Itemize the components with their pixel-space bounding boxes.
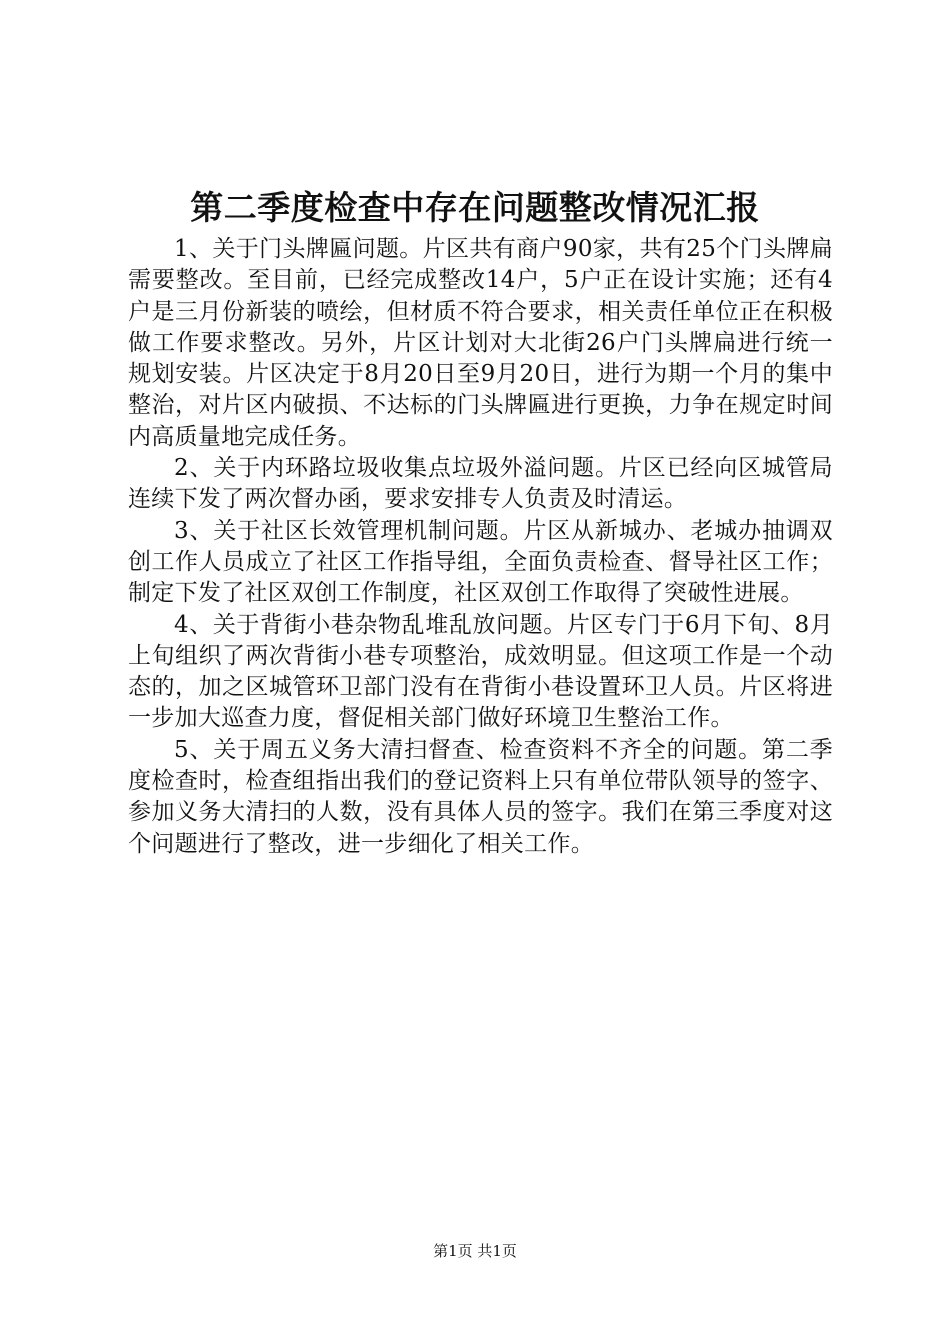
page-footer: 第1页 共1页 <box>433 1242 517 1260</box>
paragraph-1: 1、关于门头牌匾问题。片区共有商户90家，共有25个门头牌扁需要整改。至目前，已经完成整改14户，5户正在设计实施；还有4户是三月份新装的喷绘，但材质不符合要求，相关责任单位正在积极做工作要求整改。另外，片区计划对大北街26户门头牌扁进行统一规划安装。片区决定于8月20日至9月20日，进行为期一个月的集中整治，对片区内破损、不达标的门头牌匾进行更换，力争在规定时间内高质量地完成任务。 <box>128 236 833 450</box>
document-title: 第二季度检查中存在问题整改情况汇报 <box>190 188 760 227</box>
paragraph-2: 2、关于内环路垃圾收集点垃圾外溢问题。片区已经向区城管局连续下发了两次督办函，要求安排专人负责及时清运。 <box>128 455 833 513</box>
paragraph-5: 5、关于周五义务大清扫督查、检查资料不齐全的问题。第二季度检查时，检查组指出我们的登记资料上只有单位带队领导的签字、参加义务大清扫的人数，没有具体人员的签字。我们在第三季度对这个问题进行了整改，进一步细化了相关工作。 <box>128 736 833 857</box>
document-body <box>128 234 833 860</box>
paragraph-4: 4、关于背街小巷杂物乱堆乱放问题。片区专门于6月下旬、8月上旬组织了两次背街小巷专项整治，成效明显。但这项工作是一个动态的，加之区城管环卫部门没有在背街小巷设置环卫人员。片区将进一步加大巡查力度，督促相关部门做好环境卫生整治工作。 <box>128 611 833 732</box>
paragraph-3: 3、关于社区长效管理机制问题。片区从新城办、老城办抽调双创工作人员成立了社区工作指导组，全面负责检查、督导社区工作；制定下发了社区双创工作制度，社区双创工作取得了突破性进展。 <box>128 517 833 607</box>
